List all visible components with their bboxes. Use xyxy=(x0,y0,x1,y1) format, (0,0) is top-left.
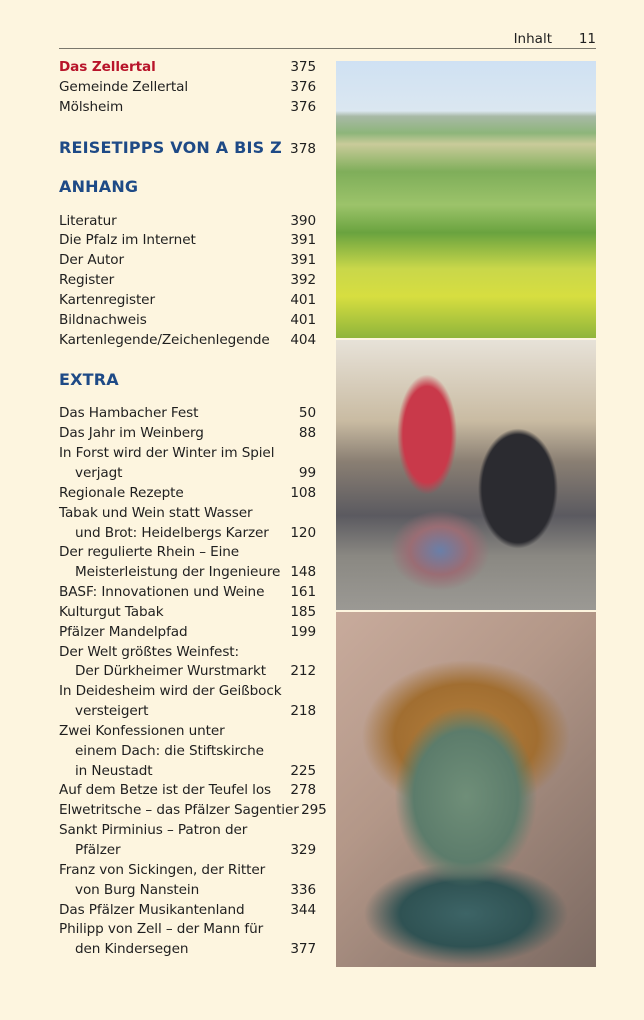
toc-entry-title: Der Autor xyxy=(59,252,124,269)
toc-entry[interactable] xyxy=(59,643,316,663)
toc-entry-title: den Kindersegen xyxy=(75,941,189,958)
toc-entry[interactable] xyxy=(59,331,316,351)
toc-entry[interactable] xyxy=(59,98,316,118)
toc-entry-title: Das Hambacher Fest xyxy=(59,405,199,422)
toc-entry-page: 401 xyxy=(290,311,316,328)
toc-entry-title: Das Zellertal xyxy=(59,59,156,75)
anhang-list xyxy=(59,212,316,351)
toc-entry-page: 161 xyxy=(290,584,316,601)
toc-entry-title: Register xyxy=(59,272,115,289)
toc-entry[interactable] xyxy=(59,212,316,232)
vineyard-landscape-photo xyxy=(336,61,596,338)
toc-entry-page xyxy=(288,504,316,524)
toc-entry-title: Franz von Sickingen, der Ritter xyxy=(59,861,266,878)
toc-entry[interactable] xyxy=(59,404,316,424)
toc-entry-page: 212 xyxy=(290,663,316,680)
table-of-contents xyxy=(59,58,327,960)
toc-entry-page: 148 xyxy=(290,564,316,581)
toc-entry-page xyxy=(288,682,316,702)
toc-entry-title: von Burg Nanstein xyxy=(75,881,200,898)
toc-entry-title: Gemeinde Zellertal xyxy=(59,78,189,95)
toc-entry-page: 344 xyxy=(290,901,316,918)
toc-entry[interactable] xyxy=(59,524,316,544)
toc-entry-page: 329 xyxy=(290,842,316,858)
toc-entry[interactable] xyxy=(59,504,316,524)
toc-entry-title: Pfälzer Mandelpfad xyxy=(59,623,188,640)
toc-entry-title: Bildnachweis xyxy=(59,311,147,328)
toc-entry-page: 185 xyxy=(290,603,316,620)
toc-entry-title: in Neustadt xyxy=(75,762,153,779)
toc-entry-title: Philipp von Zell – der Mann für xyxy=(59,921,264,938)
toc-entry-page xyxy=(288,920,316,940)
toc-entry[interactable] xyxy=(59,623,316,643)
toc-entry-page: 278 xyxy=(290,782,316,799)
toc-entry-title: Literatur xyxy=(59,212,117,229)
extra-list xyxy=(59,404,327,960)
toc-entry-page: 377 xyxy=(290,941,316,958)
toc-entry[interactable] xyxy=(59,702,316,722)
toc-entry[interactable] xyxy=(59,583,316,603)
toc-entry-page: 50 xyxy=(298,405,316,422)
toc-entry-page: 88 xyxy=(298,425,316,442)
toc-entry-title: In Deidesheim wird der Geißbock xyxy=(59,683,282,700)
toc-entry-page: 375 xyxy=(290,59,316,75)
toc-entry-title: Meisterleistung der Ingenieure xyxy=(75,564,281,581)
toc-entry-title: und Brot: Heidelbergs Karzer xyxy=(75,524,269,541)
toc-entry[interactable] xyxy=(59,231,316,251)
toc-entry[interactable] xyxy=(59,881,316,901)
toc-entry-page: 390 xyxy=(290,212,316,229)
toc-entry[interactable] xyxy=(59,722,316,742)
toc-entry-page: 391 xyxy=(290,252,316,269)
toc-entry[interactable] xyxy=(59,271,316,291)
section-heading-extra: EXTRA xyxy=(59,370,119,390)
toc-entry[interactable] xyxy=(59,901,316,921)
toc-entry-page: 336 xyxy=(290,881,316,898)
toc-entry-page: 120 xyxy=(290,524,316,541)
toc-entry[interactable] xyxy=(59,603,316,623)
toc-entry-page xyxy=(288,543,316,563)
toc-entry-title: verjagt xyxy=(75,464,123,481)
toc-entry[interactable] xyxy=(59,543,316,563)
toc-entry[interactable] xyxy=(59,781,316,801)
toc-entry-region[interactable] xyxy=(59,58,316,78)
toc-entry-page: 404 xyxy=(290,331,316,348)
carnival-crowd-photo xyxy=(336,340,596,610)
toc-entry-title: Der regulierte Rhein – Eine xyxy=(59,544,240,561)
toc-entry[interactable] xyxy=(59,464,316,484)
toc-entry-title: Sankt Pirminius – Patron der xyxy=(59,822,248,839)
running-header xyxy=(59,28,596,49)
toc-entry[interactable] xyxy=(59,742,316,762)
section-heading-anhang: ANHANG xyxy=(59,176,139,196)
toc-entry-title: Pfälzer xyxy=(75,842,121,858)
toc-entry[interactable] xyxy=(59,484,316,504)
toc-entry-title: In Forst wird der Winter im Spiel xyxy=(59,445,275,462)
toc-entry[interactable] xyxy=(59,940,316,960)
toc-entry-title: Tabak und Wein statt Wasser xyxy=(59,504,253,521)
toc-entry-page: 378 xyxy=(290,140,316,157)
section-title: Inhalt xyxy=(513,31,552,47)
toc-entry-title: Der Dürkheimer Wurstmarkt xyxy=(75,663,266,680)
toc-entry-page xyxy=(288,861,316,881)
toc-entry-title: Regionale Rezepte xyxy=(59,484,184,501)
toc-entry-page: 99 xyxy=(298,464,316,481)
toc-entry-page: 225 xyxy=(290,762,316,779)
toc-entry-page xyxy=(288,643,316,663)
toc-entry-page: 401 xyxy=(290,291,316,308)
toc-entry[interactable] xyxy=(59,78,316,98)
toc-entry[interactable] xyxy=(59,563,316,583)
toc-entry-title: Elwetritsche – das Pfälzer Sagentier xyxy=(59,802,299,819)
toc-entry-title: Kartenlegende/Zeichenlegende xyxy=(59,331,270,348)
toc-entry-page xyxy=(288,444,316,464)
toc-entry-page: 295 xyxy=(301,802,327,819)
toc-entry-title: Das Jahr im Weinberg xyxy=(59,425,204,442)
toc-entry-title: Die Pfalz im Internet xyxy=(59,232,196,249)
toc-entry-title: Kulturgut Tabak xyxy=(59,603,164,620)
toc-section-reisetipps[interactable] xyxy=(59,138,316,157)
toc-entry[interactable] xyxy=(59,801,327,821)
toc-entry[interactable] xyxy=(59,311,316,331)
toc-entry[interactable] xyxy=(59,251,316,271)
toc-entry-page: 376 xyxy=(290,98,316,115)
toc-entry[interactable] xyxy=(59,920,316,940)
toc-entry-title: versteigert xyxy=(75,703,149,720)
elwetritsche-bronze-statue-photo xyxy=(336,612,596,967)
page-number: 11 xyxy=(578,31,596,47)
toc-entry-page: 392 xyxy=(290,272,316,289)
toc-entry-page xyxy=(288,821,316,841)
toc-entry-page: 218 xyxy=(290,703,316,720)
toc-entry-page xyxy=(288,722,316,742)
toc-entry-page xyxy=(288,742,316,762)
toc-entry-page: 391 xyxy=(290,232,316,249)
toc-entry-title: einem Dach: die Stiftskirche xyxy=(75,742,264,759)
toc-entry[interactable] xyxy=(59,821,316,841)
toc-entry-title: Mölsheim xyxy=(59,98,124,115)
toc-entry-title: Auf dem Betze ist der Teufel los xyxy=(59,782,272,799)
toc-entry-page: 108 xyxy=(290,484,316,501)
toc-entry[interactable] xyxy=(59,841,316,861)
toc-entry[interactable] xyxy=(59,444,316,464)
toc-entry-page: 376 xyxy=(290,78,316,95)
toc-entry-title: Das Pfälzer Musikantenland xyxy=(59,901,245,918)
toc-entry-title: BASF: Innovationen und Weine xyxy=(59,584,265,601)
toc-entry-page: 199 xyxy=(290,623,316,640)
toc-entry-title: Kartenregister xyxy=(59,291,155,308)
toc-entry[interactable] xyxy=(59,291,316,311)
toc-entry[interactable] xyxy=(59,762,316,782)
toc-entry-title: Zwei Konfessionen unter xyxy=(59,722,225,739)
toc-entry[interactable] xyxy=(59,424,316,444)
toc-entry[interactable] xyxy=(59,861,316,881)
toc-entry-title: Der Welt größtes Weinfest: xyxy=(59,643,240,660)
section-heading: REISETIPPS VON A BIS Z xyxy=(59,137,282,157)
toc-entry[interactable] xyxy=(59,682,316,702)
toc-entry[interactable] xyxy=(59,662,316,682)
